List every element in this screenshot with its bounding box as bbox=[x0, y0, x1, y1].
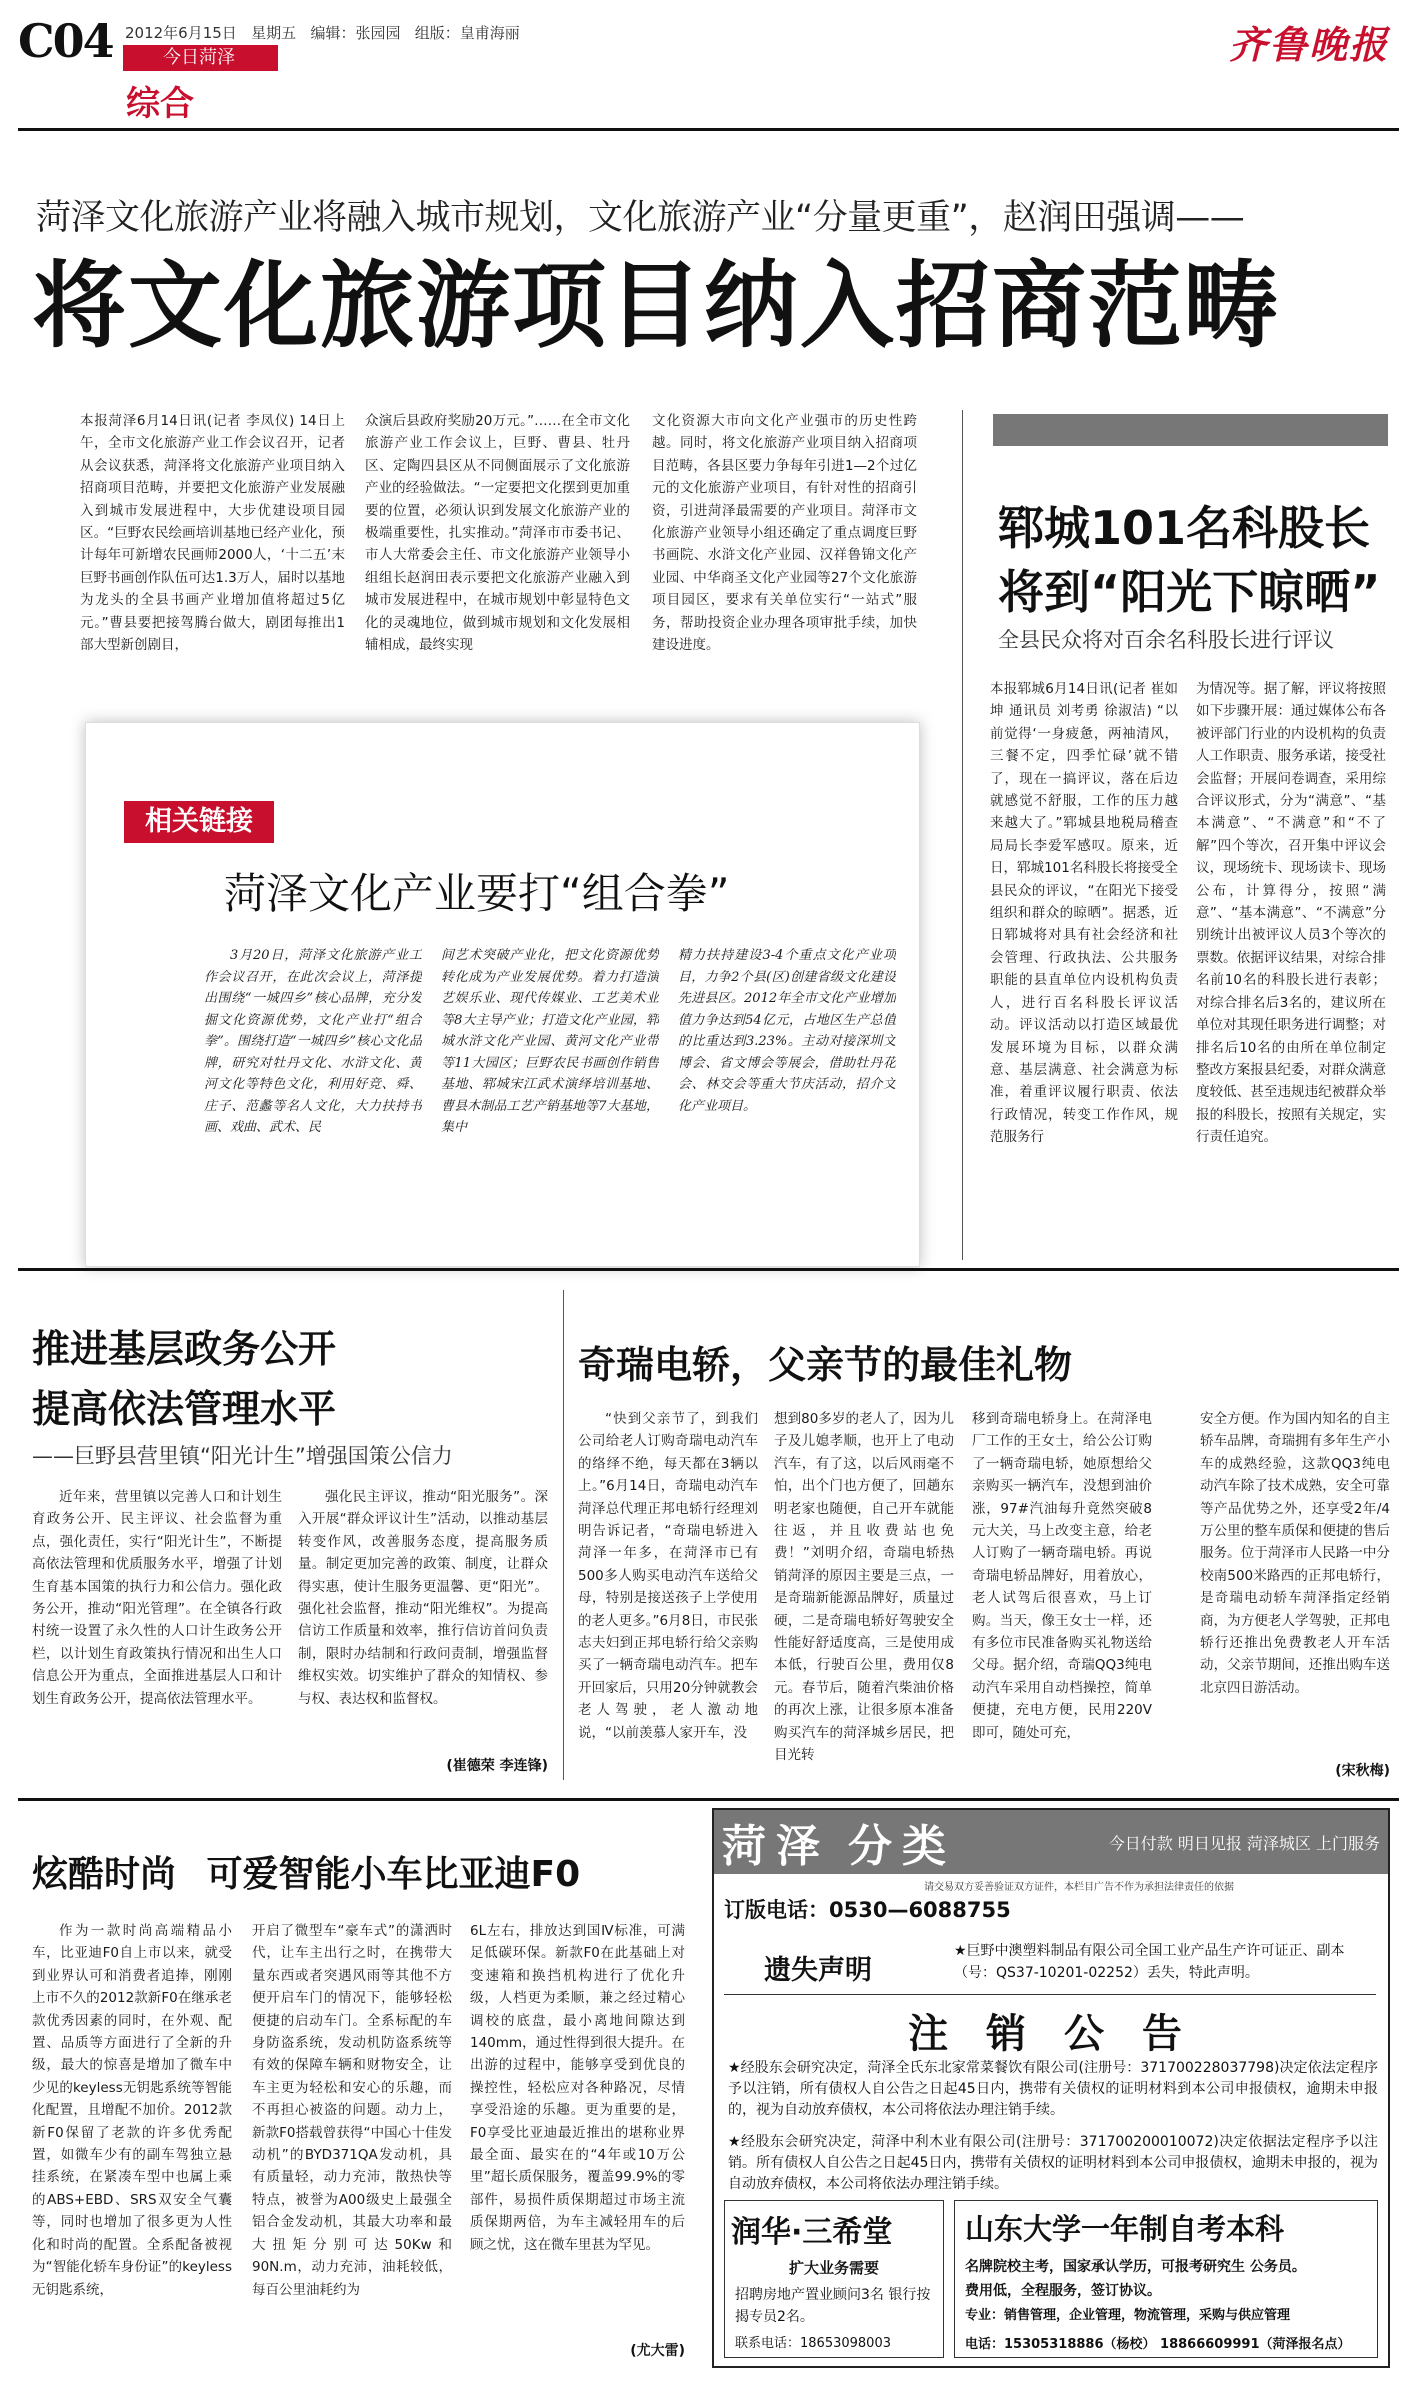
article4-column-1: 作为一款时尚高端精品小车，比亚迪F0自上市以来，就受到业界认可和消费者追捧，刚刚上市不久的2012款新F0在继承老款优秀因素的同时，在外观、配置、品质等方面进行了全新的升级，最大的惊喜是增加了微车中少见的keyless无钥匙系统等智能化配置，且增配不加价。2012款新F0保留了老款的许多优秀配置，如微车少有的副车驾独立悬挂系统，在紧凑车型中也属上乘的ABS+EBD、SRS双安全气囊等，同时也增加了很多更为人性化和时尚的配置。全系配备被视为“智能化轿车身份证”的keyless无钥匙系统， bbox=[32, 1923, 232, 2298]
article2-headline-1: 推进基层政务公开 bbox=[32, 1327, 337, 1371]
page-header bbox=[0, 0, 1417, 132]
lead-kicker: 菏泽文化旅游产业将融入城市规划，文化旅游产业“分量更重”，赵润田强调—— bbox=[36, 198, 1245, 238]
side-column-2: 为情况等。据了解，评议将按照如下步骤开展：通过媒体公布各被评部门行业的内设机构的负责人工作职责、服务承诺，接受社会监督；开展问卷调查，采用综合评议形式，分为“满意”、“基本满意”、“不满意”和“不了解”四个等次，召开集中评议会议，现场统卡、现场读卡、现场公布，计算得分，按照“满意”、“基本满意”、“不满意”分别统计出被评议人员3个等次的票数。依据评议结果，对综合排名前10名的科股长进行表彰；对综合排名后3名的，建议所在单位对其现任职务进行调整；对排名后10名的由所在单位制定整改方案报县纪委，对群众满意度较低、甚至违规违纪被群众举报的科股长，按照有关规定，实行责任追究。 bbox=[1196, 681, 1386, 1146]
article3-column-1: “快到父亲节了，到我们公司给老人订购奇瑞电动汽车的络绎不绝，每天都在3辆以上。”6月14日，奇瑞电动汽车菏泽总代理正邦电轿行经理刘明告诉记者，“奇瑞电轿进入菏泽一年多，在菏泽市已有500多人购买电动汽车送给父母，特别是接送孩子上学使用的老人更多。”6月8日，市民张志夫妇到正邦电轿行给父亲购买了一辆奇瑞电动汽车。把车开回家后，只用20分钟就教会老人驾驶，老人激动地说，“以前羡慕人家开车，没 bbox=[578, 1411, 758, 1741]
layout-editor: 组版：皇甫海丽 bbox=[414, 24, 520, 42]
page-number: C04 bbox=[18, 14, 113, 68]
ad-runhua-text: 招聘房地产置业顾问3名 银行按揭专员2名。 bbox=[735, 2287, 931, 2325]
classified-banner bbox=[714, 1810, 1388, 1874]
classified-section bbox=[712, 1808, 1390, 2368]
article2-headline-2: 提高依法管理水平 bbox=[32, 1387, 337, 1431]
article2-column-1: 近年来，营里镇以完善人口和计划生育政务公开、民主评议、社会监督为重点，强化责任，实行“阳光计生”，不断提高依法管理和优质服务水平，增强了计划生育基本国策的执行力和公信力。强化政务公开，推动“阳光管理”。在全镇各行政村统一设置了永久性的人口计生政务公开栏，以计划生育政策执行情况和出生人口信息公开为重点，全面推进基层人口和计划生育政务公开，提高依法管理水平。 bbox=[32, 1489, 282, 1707]
article4-column-2: 开启了微型车“豪车式”的潇洒时代，让车主出行之时，在携带大量东西或者突遇风雨等其他不方便开启车门的情况下，能够轻松便捷的启动车门。全系标配的车身防盗系统，发动机防盗系统等有效的保障车辆和财物安全，让车主更为轻松和安心的乐趣，而不再担心被盗的问题。动力上，新款F0搭载曾获得“中国心十佳发动机”的BYD371QA发动机，具有质量轻，动力充沛，散热快等特点，被誉为A00级史上最强全铝合金发动机，其最大功率和最大扭矩分别可达50Kw和90N.m，动力充沛，油耗较低，每百公里油耗约为 bbox=[252, 1923, 452, 2298]
classified-phone: 订版电话：0530—6088755 bbox=[724, 1898, 1011, 1922]
article3-column-3: 移到奇瑞电轿身上。在菏泽电厂工作的王女士，给公公订购了一辆奇瑞电轿，她原想给父亲购买一辆汽车，没想到油价涨，97#汽油每升竟然突破8元大关，马上改变主意，给老人订购了一辆奇瑞电轿。再说奇瑞电轿品牌好，用着放心，老人试驾后很喜欢，马上订购。当天，像王女士一样，还有多位市民准备购买礼物送给父母。据介绍，奇瑞QQ3纯电动汽车采用自动档操控，简单便捷，充电方便，民用220V即可，随处可充， bbox=[972, 1411, 1152, 1741]
side-subheadline: 全县民众将对百余名科股长进行评议 bbox=[998, 628, 1334, 652]
ad-univ-line-3: 专业：销售管理，企业管理，物流管理，采购与供应管理 bbox=[965, 2308, 1291, 2323]
ad-runhua-title: 润华·三希堂 bbox=[731, 2215, 893, 2250]
editor: 编辑：张园园 bbox=[310, 24, 401, 42]
header-info bbox=[125, 22, 520, 43]
ad-univ-contact: 电话：15305318886（杨校） 18866609991（菏泽报名点） bbox=[965, 2337, 1351, 2352]
article3-column-4: 安全方便。作为国内知名的自主轿车品牌，奇瑞拥有多年生产小车的成熟经验，这款QQ3纯电动汽车除了技术成熟，安全可靠等产品优势之外，还享受2年/4万公里的整车质保和便捷的售后服务。位于菏泽市人民路一中分校南500米路西的正邦电轿行，是奇瑞电动轿车菏泽指定经销商，为方便老人学驾驶，正邦电轿行还推出免费教老人开车活动，父亲节期间，还推出购车送北京四日游活动。 bbox=[1200, 1411, 1390, 1696]
article4-column-3: 6L左右，排放达到国Ⅳ标准，可满足低碳环保。新款F0在此基础上对变速箱和换挡机构进行了优化升级，人档更为柔顺，兼之经过精心调校的底盘，最小离地间隙达到140mm，通过性得到很大提升。在出游的过程中，能够享受到优良的操控性，轻松应对各种路况，尽情享受沿途的乐趣。更为重要的是，F0享受比亚迪最近推出的堪称业界最全面、最实在的“4年或10万公里”超长质保服务，覆盖99.9%的零部件，易损件质保期超过市场主流质保期两倍，为车主减轻用车的后顾之忧，这在微车里甚为罕见。 bbox=[470, 1923, 685, 2253]
ad-univ-line-2: 费用低，全程服务，签订协议。 bbox=[965, 2283, 1161, 2299]
article2-column-2: 强化民主评议，推动“阳光服务”。深入开展“群众评议计生”活动，以推动基层转变作风，改善服务态度，提高服务质量。制定更加完善的政策、制度，让群众得实惠，使计生服务更温馨、更“阳光”。强化社会监督，推动“阳光维权”。为提高信访工作质量和效率，推行信访首问负责制，限时办结制和行政问责制，增强监督维权实效。切实维护了群众的知情权、参与权、表达权和监督权。 bbox=[298, 1489, 548, 1707]
article3-headline: 奇瑞电轿，父亲节的最佳礼物 bbox=[578, 1343, 1073, 1387]
lead-divider bbox=[962, 410, 963, 1260]
related-column-2: 间艺术突破产业化，把文化资源优势转化成为产业发展优势。着力打造演艺娱乐业、现代传媒业、工艺美术业等8大主导产业；打造文化产业园，郓城水浒文化产业园、黄河文化产业带等11大园区；巨野农民书画创作销售基地、郓城宋江武术演绎培训基地、曹县木制品工艺产销基地等7大基地，集中 bbox=[441, 948, 659, 1135]
cancel-notice-1: ★经股东会研究决定，菏泽全氏东北家常菜餐饮有限公司(注册号：371700228037798)决定依法定程序予以注销，所有债权人自公告之日起45日内，携带有关债权的证明材料到本公司申报债权，逾期未申报的，视为自动放弃债权，本公司将依法办理注销手续。 bbox=[728, 2060, 1378, 2118]
related-column-3: 精力扶持建设3-4个重点文化产业项目，力争2个县(区)创建省级文化建设先进县区。2012年全市文化产业增加值力争达到54亿元，占地区生产总值的比重达到3.23%。主动对接深圳文博会、省文博会等展会，借助牡丹花会、林交会等重大节庆活动，招介文化产业项目。 bbox=[678, 948, 896, 1114]
lead-headline: 将文化旅游项目纳入招商范畴 bbox=[32, 252, 1281, 361]
article3-column-2: 想到80多岁的老人了，因为儿子及儿媳孝顺，也开上了电动汽车，有了这，以后风雨毫不怕，出个门也方便了，回趟东明老家也随便，自己开车就能往返，并且收费站也免费！”刘明介绍，奇瑞电轿热销菏泽的原因主要是三点，一是奇瑞新能源品牌好，质量过硬，二是奇瑞电轿好驾驶安全性能好舒适度高，三是使用成本低，行驶百公里，费用仅8元。春节后，随着汽柴油价格的再次上涨，让很多原本准备购买汽车的菏泽城乡居民，把目光转 bbox=[774, 1411, 954, 1764]
classified-rule-1 bbox=[724, 1994, 1376, 1995]
ad-runhua-sub: 扩大业务需要 bbox=[788, 2259, 879, 2277]
ad-shandong-univ bbox=[954, 2200, 1378, 2358]
article3-byline: (宋秋梅) bbox=[1335, 1763, 1390, 1779]
related-tag: 相关链接 bbox=[124, 801, 274, 843]
classified-slogan: 今日付款 明日见报 菏泽城区 上门服务 bbox=[1108, 1833, 1380, 1853]
related-title: 菏泽文化产业要打“组合拳” bbox=[224, 869, 730, 918]
weekday: 星期五 bbox=[251, 24, 297, 42]
classified-disclaimer: 请交易双方妥善验证双方证件，本栏目广告不作为承担法律责任的依据 bbox=[924, 1882, 1234, 1893]
side-headline-2: 将到“阳光下晾晒” bbox=[998, 565, 1381, 619]
section-rule-1 bbox=[18, 1268, 1399, 1271]
ad-univ-line-1: 名牌院校主考，国家承认学历，可报考研究生 公务员。 bbox=[965, 2259, 1306, 2275]
lead-column-3: 文化资源大市向文化产业强市的历史性跨越。同时，将文化旅游产业项目纳入招商项目范畴，各县区要力争每年引进1—2个过亿元的文化旅游产业项目，有针对性的招商引资，引进菏泽最需要的产业项目。菏泽市文化旅游产业领导小组还确定了重点调度巨野书画院、水浒文化产业园、汉祥鲁锦文化产业园、中华商圣文化产业园等27个文化旅游项目园区，要求有关单位实行“一站式”服务，帮助投资企业办理各项审批手续，加快建设进度。 bbox=[652, 413, 917, 654]
side-headline-1: 郓城101名科股长 bbox=[998, 501, 1371, 555]
band2-divider bbox=[563, 1290, 564, 1780]
ad-runhua-contact: 联系电话：18653098003 bbox=[735, 2336, 891, 2351]
article4-headline: 炫酷时尚 可爱智能小车比亚迪F0 bbox=[32, 1854, 581, 1895]
section-title: 综合 bbox=[126, 84, 194, 124]
article2-byline: (崔德荣 李连锋) bbox=[446, 1758, 548, 1774]
side-column-1: 本报郓城6月14日讯(记者 崔如坤 通讯员 刘考勇 徐淑洁) “以前觉得‘一身疲惫，两袖清风，三餐不定，四季忙碌’就不错了，现在一搞评议，落在后边就感觉不舒服，工作的压力越来越大了。”郓城县地税局稽查局局长李爱军感叹。原来，近日，郓城101名科股长将接受全县民众的评议，“在阳光下接受组织和群众的晾晒”。据悉，近日郓城将对具有社会经济和社会管理、行政执法、公共服务职能的县直单位内设机构负责人，进行百名科股长评议活动。评议活动以打造区域最优发展环境为目标，以群众满意、基层满意、社会满意为标准，着重评议履行职责、依法行政情况，转变工作作风，规范服务行 bbox=[990, 681, 1178, 1146]
lead-column-1: 本报菏泽6月14日讯(记者 李凤仪) 14日上午，全市文化旅游产业工作会议召开，记者从会议获悉，菏泽将文化旅游产业项目纳入招商项目范畴，并要把文化旅游产业发展融入到城市发展进程中，大步优建设项目园区。“巨野农民绘画培训基地已经产业化，预计每年可新增农民画师2000人，‘十二五’末巨野书画创作队伍可达1.3万人，届时以基地为龙头的全县书画产业增加值将超过5亿元。”曹县要把接驾腾台做大，剧团每推出1部大型新创剧目， bbox=[80, 413, 345, 654]
section-tag: 今日菏泽 bbox=[123, 45, 278, 71]
article2-subheadline: ——巨野县营里镇“阳光计生”增强国策公信力 bbox=[32, 1444, 453, 1468]
ad-univ-title: 山东大学一年制自考本科 bbox=[965, 2212, 1285, 2246]
side-story-bar bbox=[993, 414, 1388, 446]
ad-runhua bbox=[724, 2200, 944, 2358]
masthead-logo: 齐鲁晚报 bbox=[1228, 22, 1389, 67]
header-rule bbox=[18, 128, 1399, 131]
lost-notice-title: 遗失声明 bbox=[764, 1955, 872, 1986]
related-link-box bbox=[85, 722, 920, 1267]
section-rule-2 bbox=[18, 1798, 1399, 1801]
lost-notice-text: ★巨野中澳塑料制品有限公司全国工业产品生产许可证正、副本（号：QS37-10201-02252）丢失，特此声明。 bbox=[954, 1943, 1345, 1981]
cancel-notice-2: ★经股东会研究决定，菏泽中利木业有限公司(注册号：371700200010072)决定依据法定程序予以注销。所有债权人自公告之日起45日内，携带有关债权的证明材料到本公司申报债权，逾期未申报的，视为自动放弃债权，本公司将依法办理注销手续。 bbox=[728, 2134, 1378, 2192]
related-column-1: 3月20日，菏泽文化旅游产业工作会议召开，在此次会议上，菏泽提出围绕“一城四乡”核心品牌，充分发掘文化资源优势，文化产业打“组合拳”。围绕打造“一城四乡”核心文化品牌，研究对牡丹文化、水浒文化、黄河文化等特色文化，利用好竞、舜、庄子、范蠡等名人文化，大力扶持书画、戏曲、武术、民 bbox=[204, 948, 422, 1135]
article4-byline: (尤大雷) bbox=[630, 2343, 685, 2359]
lead-column-2: 众演后县政府奖励20万元。”……在全市文化旅游产业工作会议上，巨野、曹县、牡丹区、定陶四县区从不同侧面展示了文化旅游产业的经验做法。“一定要把文化摆到更加重要的位置，必须认识到发展文化旅游产业的极端重要性，扎实推动。”菏泽市市委书记、市人大常委会主任、市文化旅游产业领导小组组长赵润田表示要把文化旅游产业融入到城市发展进程中，在城市规划中彰显特色文化的灵魂地位，做到城市规划和文化发展相辅相成，最终实现 bbox=[365, 413, 630, 654]
cancel-notice-title: 注 销 公 告 bbox=[908, 2011, 1194, 2057]
issue-date: 2012年6月15日 bbox=[125, 24, 237, 42]
classified-title: 菏 泽 分 类 bbox=[722, 1821, 946, 1872]
